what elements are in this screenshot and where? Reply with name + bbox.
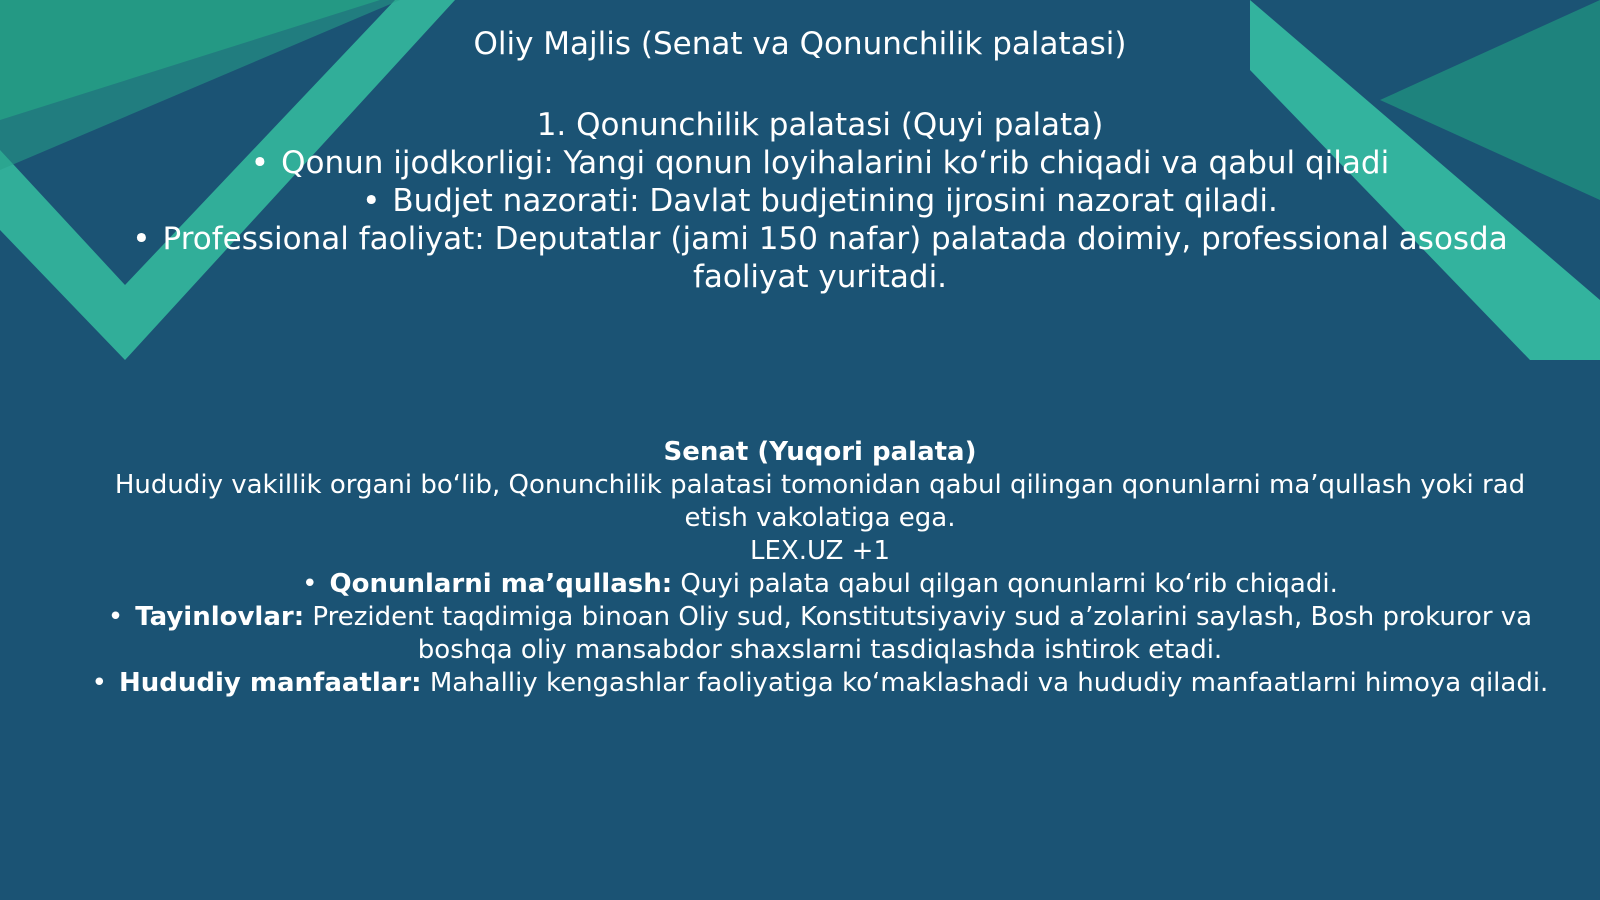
list-item <box>80 667 1560 700</box>
bullet-glyph: • <box>107 602 124 632</box>
bullet-label: Qonunlarni ma’qullash: <box>329 569 673 599</box>
bullet-text: Quyi palata qabul qilgan qonunlarni ko‘rib chiqadi. <box>672 569 1338 599</box>
bullet-label: Tayinlovlar: <box>135 602 305 632</box>
bullet-glyph: • <box>302 569 318 599</box>
bullet-glyph: • <box>362 183 381 219</box>
bullet-text: Budjet nazorati: Davlat budjetining ijrosini nazorat qiladi. <box>392 183 1278 219</box>
list-item <box>80 601 1560 667</box>
list-item <box>100 144 1540 182</box>
section-qonunchilik-palatasi <box>100 106 1540 296</box>
section2-description: Hududiy vakillik organi bo‘lib, Qonunchilik palatasi tomonidan qabul qilingan qonunlarni ma’qullash yoki rad etish vakolatiga ega. <box>114 470 1526 533</box>
bullet-glyph: • <box>91 668 107 698</box>
source-citation: LEX.UZ +1 <box>750 536 890 566</box>
list-item <box>100 220 1540 296</box>
bullet-label: Hududiy manfaatlar: <box>119 668 422 698</box>
section2-heading: Senat (Yuqori palata) <box>663 437 977 467</box>
section-senat <box>80 436 1560 700</box>
bullet-text: Qonun ijodkorligi: Yangi qonun loyihalarini ko‘rib chiqadi va qabul qiladi <box>281 145 1390 181</box>
list-item <box>100 182 1540 220</box>
slide-title: Oliy Majlis (Senat va Qonunchilik palatasi) <box>473 26 1127 62</box>
section1-heading: 1. Qonunchilik palatasi (Quyi palata) <box>536 107 1104 143</box>
bullet-glyph: • <box>250 145 270 181</box>
bullet-text: Prezident taqdimiga binoan Oliy sud, Konstitutsiyaviy sud a’zolarini saylash, Bosh prokuror va boshqa oliy mansabdor shaxslarni tasdiqlashda ishtirok etadi. <box>304 602 1533 665</box>
list-item <box>80 568 1560 601</box>
bullet-text: Professional faoliyat: Deputatlar (jami 150 nafar) palatada doimiy, professional asosda faoliyat yuritadi. <box>162 221 1508 295</box>
bullet-glyph: • <box>132 221 151 257</box>
bullet-text: Mahalliy kengashlar faoliyatiga ko‘maklashadi va hududiy manfaatlarni himoya qiladi. <box>421 668 1549 698</box>
